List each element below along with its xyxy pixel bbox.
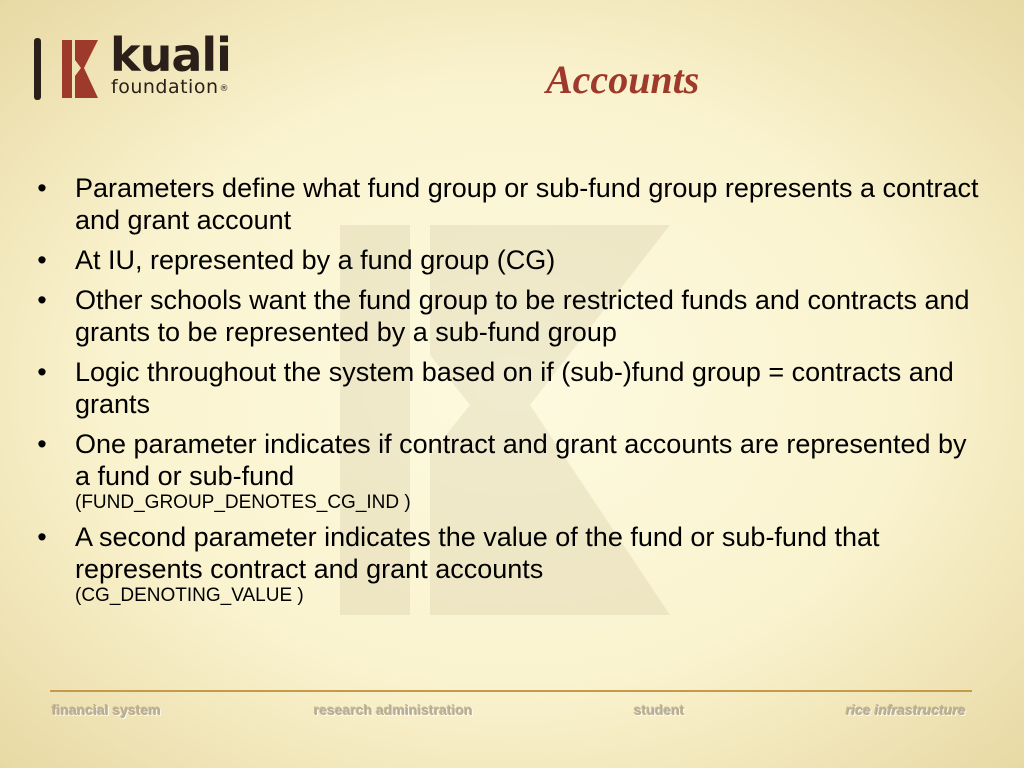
bullet-item xyxy=(32,284,982,348)
footer-divider xyxy=(50,690,972,692)
bullet-text: Parameters define what fund group or sub-fund group represents a contract and grant account xyxy=(75,173,979,235)
slide-title: Accounts xyxy=(546,57,700,102)
bullet-item xyxy=(32,428,982,513)
footer-rice-infrastructure: rice infrastructure xyxy=(846,702,966,718)
footer-student: student xyxy=(634,702,685,718)
kuali-k-icon xyxy=(62,40,98,98)
bullet-item xyxy=(32,356,982,420)
bullet-dot-icon: • xyxy=(37,357,47,387)
bullet-text: One parameter indicates if contract and grant accounts are represented by a fund or sub-fund xyxy=(75,429,967,491)
bullet-dot-icon: • xyxy=(37,285,47,315)
kuali-foundation-logo xyxy=(34,28,284,102)
logo-bar xyxy=(34,38,41,100)
logo-subtitle: foundation® xyxy=(111,76,229,98)
bullet-text: Other schools want the fund group to be restricted funds and contracts and grants to be represented by a sub-fund group xyxy=(75,285,970,347)
footer-financial-system: financial system xyxy=(52,702,161,718)
footer-research-administration: research administration xyxy=(314,702,473,718)
bullet-dot-icon: • xyxy=(37,522,47,552)
registered-mark: ® xyxy=(219,84,229,94)
bullet-item xyxy=(32,244,982,276)
bullet-dot-icon: • xyxy=(37,245,47,275)
logo-wordmark: kuali xyxy=(110,28,231,82)
parameter-name: (FUND_GROUP_DENOTES_CG_IND ) xyxy=(75,492,411,513)
bullet-dot-icon: • xyxy=(37,173,47,203)
bullet-item xyxy=(32,172,982,236)
parameter-name: (CG_DENOTING_VALUE ) xyxy=(75,585,304,606)
bullet-text: Logic throughout the system based on if (sub-)fund group = contracts and grants xyxy=(75,357,954,419)
bullet-item xyxy=(32,521,982,606)
bullet-dot-icon: • xyxy=(37,429,47,459)
bullet-text: A second parameter indicates the value of the fund or sub-fund that represents contract and grant accounts xyxy=(75,522,880,584)
bullet-list xyxy=(32,172,982,614)
bullet-text: At IU, represented by a fund group (CG) xyxy=(75,245,556,275)
